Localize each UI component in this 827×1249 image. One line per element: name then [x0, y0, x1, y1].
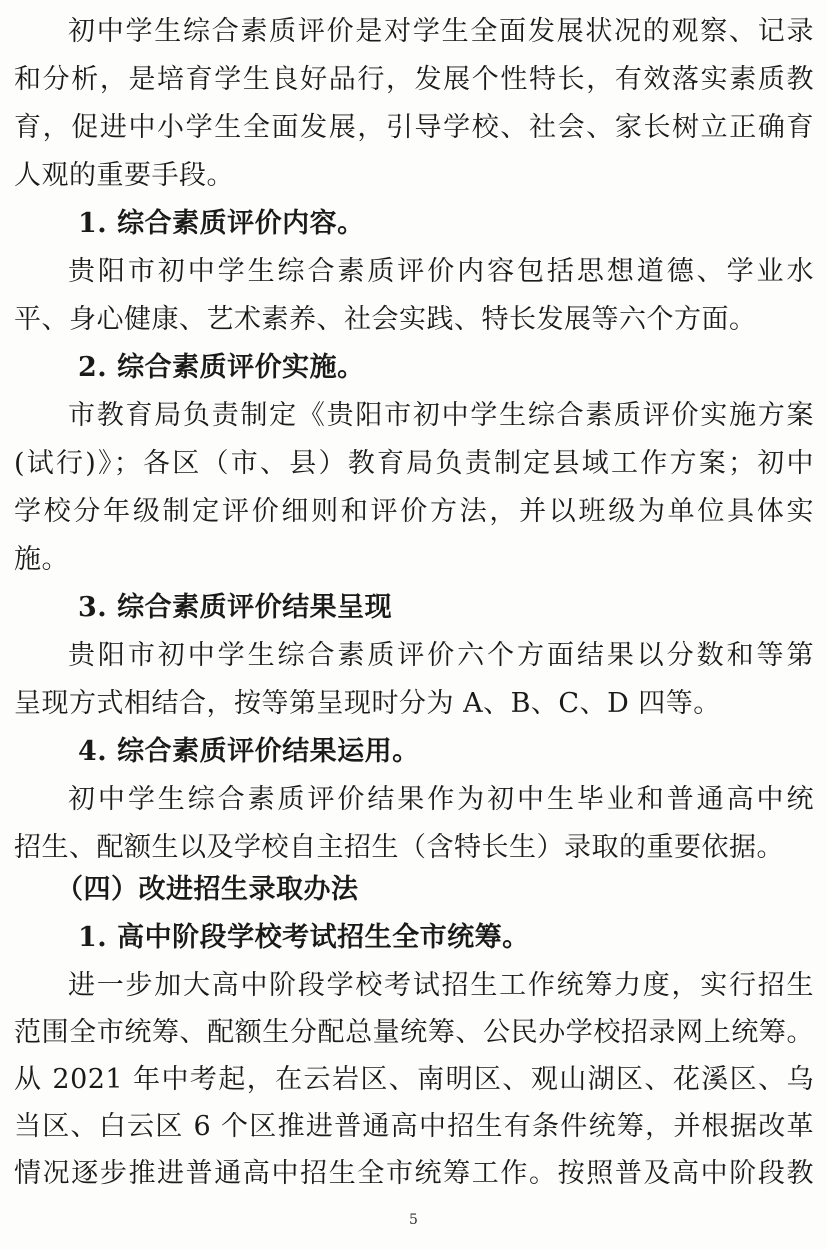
section-heading: 4. 综合素质评价结果运用。 — [78, 736, 420, 767]
text-line: 市教育局负责制定《贵阳市初中学生综合素质评价实施方案 — [68, 400, 814, 431]
text-line: 贵阳市初中学生综合素质评价六个方面结果以分数和等第 — [68, 640, 814, 671]
text-line: 当区、白云区 6 个区推进普通高中招生有条件统筹，并根据改革 — [14, 1111, 814, 1142]
text-line: 范围全市统筹、配额生分配总量统筹、公民办学校招录网上统筹。 — [14, 1017, 814, 1048]
section-heading: 3. 综合素质评价结果呈现 — [78, 592, 393, 623]
text-line: 进一步加大高中阶段学校考试招生工作统筹力度，实行招生 — [68, 970, 814, 1001]
text-line: 人观的重要手段。 — [14, 160, 234, 191]
text-line: 施。 — [14, 544, 69, 575]
text-line: 贵阳市初中学生综合素质评价内容包括思想道德、学业水 — [68, 256, 814, 287]
text-line: 平、身心健康、艺术素养、社会实践、特长发展等六个方面。 — [14, 304, 757, 335]
text-line: 和分析，是培育学生良好品行，发展个性特长，有效落实素质教 — [14, 64, 814, 95]
text-line: 招生、配额生以及学校自主招生（含特长生）录取的重要依据。 — [14, 832, 784, 863]
text-line: (试行)》；各区（市、县）教育局负责制定县域工作方案；初中 — [14, 448, 814, 479]
section-heading: 1. 综合素质评价内容。 — [78, 208, 365, 239]
section-title: （四）改进招生录取办法 — [56, 874, 359, 905]
text-line: 育，促进中小学生全面发展，引导学校、社会、家长树立正确育 — [14, 112, 814, 143]
page-number: 5 — [409, 1212, 418, 1228]
section-heading: 1. 高中阶段学校考试招生全市统筹。 — [78, 922, 530, 953]
section-heading: 2. 综合素质评价实施。 — [78, 352, 365, 383]
text-line: 呈现方式相结合，按等第呈现时分为 A、B、C、D 四等。 — [14, 688, 721, 719]
text-line: 从 2021 年中考起，在云岩区、南明区、观山湖区、花溪区、乌 — [14, 1064, 814, 1095]
text-line: 初中学生综合素质评价是对学生全面发展状况的观察、记录 — [68, 16, 814, 47]
text-line: 学校分年级制定评价细则和评价方法，并以班级为单位具体实 — [14, 496, 814, 527]
text-line: 情况逐步推进普通高中招生全市统筹工作。按照普及高中阶段教 — [14, 1158, 814, 1189]
text-line: 初中学生综合素质评价结果作为初中生毕业和普通高中统 — [68, 784, 814, 815]
